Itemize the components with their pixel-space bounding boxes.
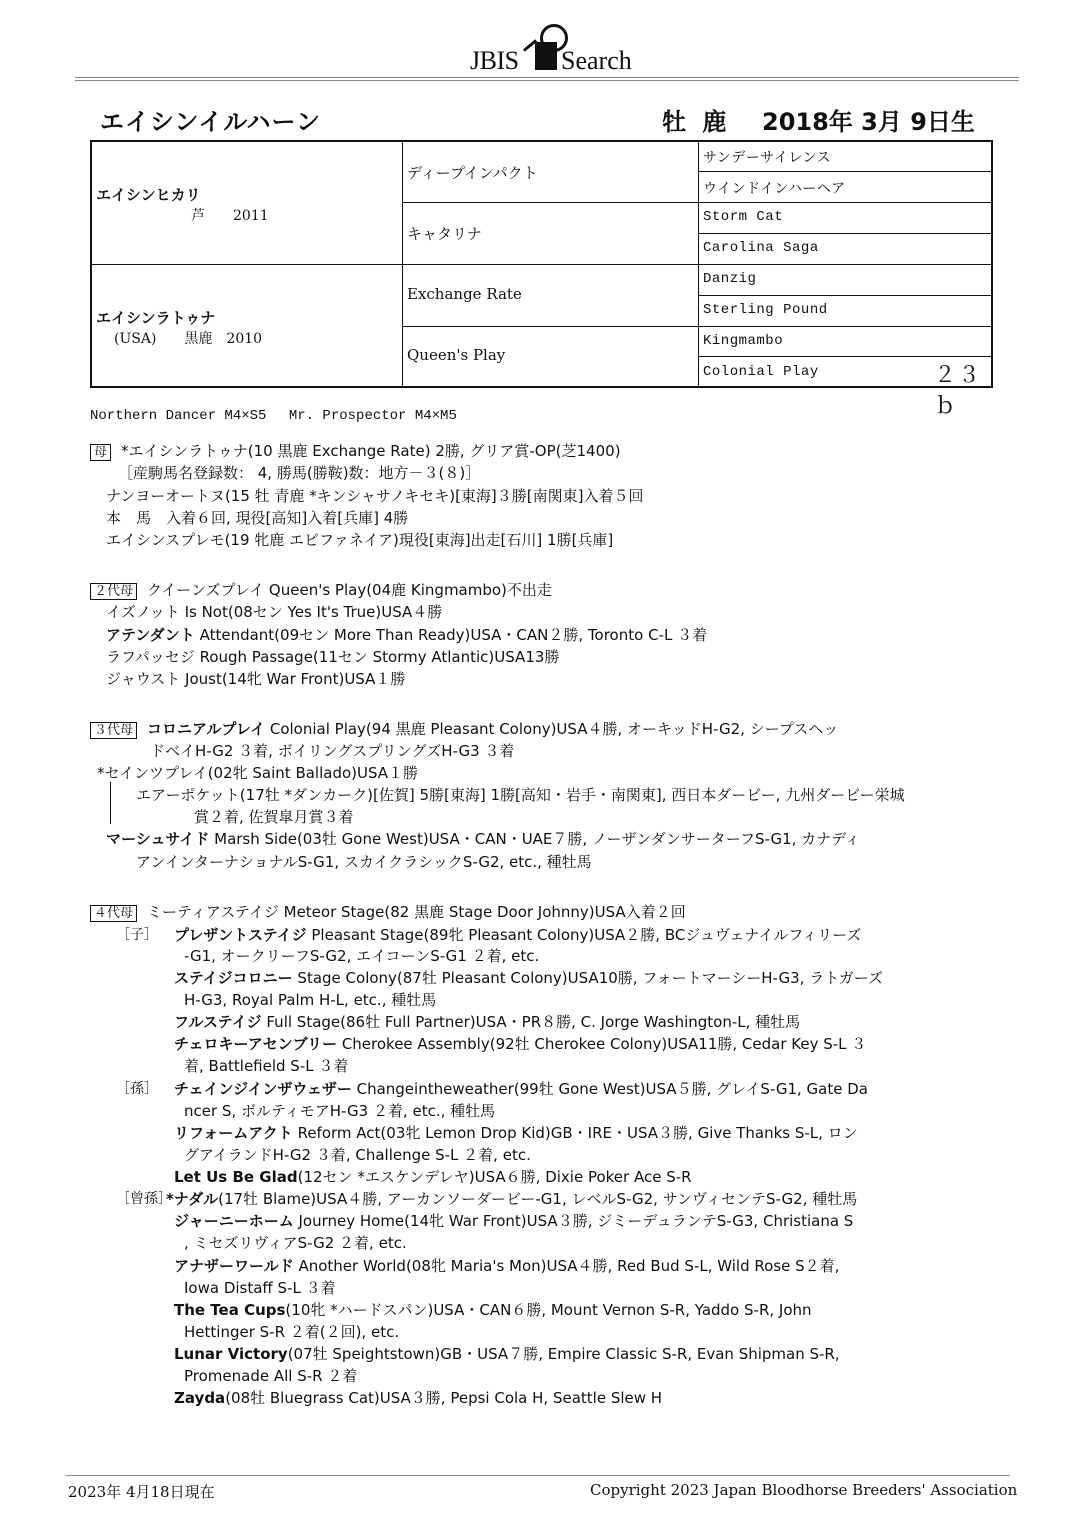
dam-entry: 母 *エイシンラトゥナ(10 黒鹿 Exchange Rate) 2勝, グリア賞-OP(芝1400) bbox=[90, 440, 621, 461]
fourth-dam-grandchild-cont: グアイランドH-G2 ３着, Challenge S-L ２着, etc. bbox=[184, 1146, 531, 1164]
third-dam-entry-cont: ドベイH-G2 ３着, ボイリングスプリングズH-G3 ３着 bbox=[150, 742, 515, 760]
second-dam-tag: ２代母 bbox=[90, 583, 137, 600]
children-label: ［子］ bbox=[116, 927, 158, 943]
g3-ancestor: サンデーサイレンス bbox=[703, 151, 832, 167]
second-dam-foal: ジャウスト Joust(14牝 War Front)USA１勝 bbox=[106, 670, 406, 688]
g3-ancestor: Storm Cat bbox=[703, 209, 784, 225]
sire-info: 芦 2011 bbox=[191, 208, 269, 224]
fourth-dam-grandchild: リフォームアクト Reform Act(03牝 Lemon Drop Kid)GB・IRE・USA３勝, Give Thanks S-L, ロン bbox=[174, 1124, 858, 1142]
as-of-date: 2023年 4月18日現在 bbox=[68, 1483, 215, 1501]
great-grandchildren-label: ［曾孫］ bbox=[116, 1191, 172, 1207]
fourth-dam-great-grandchild-cont: Iowa Distaff S-L ３着 bbox=[184, 1279, 336, 1297]
fourth-dam-great-grandchild-cont: , ミセズリヴィアS-G2 ２着, etc. bbox=[184, 1234, 407, 1252]
inbreeding-note: Northern Dancer M4×S5 Mr. Prospector M4×M5 bbox=[90, 408, 457, 424]
fourth-dam-child-cont: 着, Battlefield S-L ３着 bbox=[184, 1057, 349, 1075]
fourth-dam-great-grandchild: ジャーニーホーム Journey Home(14牝 War Front)USA３勝, ジミーデュランテS-G3, Christiana S bbox=[174, 1212, 854, 1230]
fourth-dam-great-grandchild-cont: Hettinger S-R ２着(２回), etc. bbox=[184, 1323, 400, 1341]
third-dam-foal: マーシュサイド Marsh Side(03牡 Gone West)USA・CAN・UAE７勝, ノーザンダンサーターフS-G1, カナディ bbox=[106, 830, 860, 848]
fourth-dam-child: ステイジコロニー Stage Colony(87牡 Pleasant Colony)USA10勝, フォートマーシーH-G3, ラトガーズ bbox=[174, 969, 884, 987]
fourth-dam-entry: ４代母 ミーティアステイジ Meteor Stage(82 黒鹿 Stage Door Johnny)USA入着２回 bbox=[90, 901, 686, 922]
fourth-dam-child-cont: -G1, オークリーフS-G2, エイコーンS-G1 ２着, etc. bbox=[184, 947, 540, 965]
grandchildren-label: ［孫］ bbox=[116, 1081, 158, 1097]
dam-foal: エイシンスプレモ(19 牝鹿 エピファネイア)現役[東海]出走[石川] 1勝[兵庫] bbox=[106, 531, 614, 549]
logo-book-icon bbox=[535, 42, 557, 70]
jbis-search-logo bbox=[470, 18, 640, 74]
fourth-dam-great-grandchild: Zayda(08牡 Bluegrass Cat)USA３勝, Pepsi Cola H, Seattle Slew H bbox=[174, 1389, 663, 1407]
sex-color: 牡 鹿 bbox=[662, 108, 731, 136]
fourth-dam-tag: ４代母 bbox=[90, 905, 137, 922]
dam-sire: Exchange Rate bbox=[407, 285, 522, 303]
second-dam-entry: ２代母 クイーンズプレイ Queen's Play(04鹿 Kingmambo)不出走 bbox=[90, 579, 552, 600]
sire-name: エイシンヒカリ bbox=[96, 186, 201, 204]
g3-ancestor: ウインドインハーヘア bbox=[703, 182, 846, 198]
dam-dam: Queen's Play bbox=[407, 346, 506, 364]
third-dam-tag: ３代母 bbox=[90, 722, 137, 739]
second-dam-foal: イズノット Is Not(08セン Yes It's True)USA４勝 bbox=[106, 603, 443, 621]
fourth-dam-child: チェロキーアセンブリー Cherokee Assembly(92牡 Cherokee Colony)USA11勝, Cedar Key S-L ３ bbox=[174, 1035, 867, 1053]
fourth-dam-grandchild: チェインジインザウェザー Changeintheweather(99牡 Gone West)USA５勝, グレイS-G1, Gate Da bbox=[174, 1080, 868, 1098]
fourth-dam-child-cont: H-G3, Royal Palm H-L, etc., 種牡馬 bbox=[184, 991, 437, 1009]
fourth-dam-great-grandchild: The Tea Cups(10牝 *ハードスパン)USA・CAN６勝, Mount Vernon S-R, Yaddo S-R, John bbox=[174, 1301, 812, 1319]
dam-name: エイシンラトゥナ bbox=[96, 309, 216, 327]
sire-dam: キャタリナ bbox=[407, 225, 482, 243]
third-dam-entry: ３代母 コロニアルプレイ Colonial Play(94 黒鹿 Pleasant Colony)USA４勝, オーキッドH-G2, シープスヘッ bbox=[90, 718, 838, 739]
copyright: Copyright 2023 Japan Bloodhorse Breeders' Association bbox=[590, 1481, 1018, 1499]
dam-info: (USA) 黒鹿 2010 bbox=[114, 331, 263, 347]
second-dam-foal: アテンダント Attendant(09セン More Than Ready)USA・CAN２勝, Toronto C-L ３着 bbox=[106, 626, 708, 644]
fourth-dam-great-grandchild: アナザーワールド Another World(08牝 Maria's Mon)USA４勝, Red Bud S-L, Wild Rose S２着, bbox=[174, 1257, 840, 1275]
descendant-bar bbox=[110, 782, 111, 824]
horse-name: エイシンイルハーン bbox=[100, 108, 322, 136]
header-rule bbox=[75, 77, 1019, 78]
dam-tag: 母 bbox=[90, 444, 111, 461]
dam-foal: ナンヨーオートヌ(15 牡 青鹿 *キンシャサノキセキ)[東海]３勝[南関東]入着５回 bbox=[106, 487, 644, 505]
g3-ancestor: Colonial Play bbox=[703, 364, 819, 380]
logo-text-search: Search bbox=[561, 46, 632, 75]
fourth-dam-grandchild-cont: ncer S, ボルティモアH-G3 ２着, etc., 種牡馬 bbox=[184, 1102, 496, 1120]
birth-date: 2018年 3月 9日生 bbox=[762, 108, 975, 136]
fourth-dam-child: フルステイジ Full Stage(86牡 Full Partner)USA・PR８勝, C. Jorge Washington-L, 種牡馬 bbox=[174, 1013, 801, 1031]
fourth-dam-child: プレザントステイジ Pleasant Stage(89牝 Pleasant Colony)USA２勝, BCジュヴェナイルフィリーズ bbox=[174, 926, 862, 944]
footer-rule bbox=[66, 1475, 1010, 1476]
third-dam-foal-cont: アンインターナショナルS-G1, スカイクラシックS-G2, etc., 種牡馬 bbox=[136, 853, 592, 871]
g3-ancestor: Danzig bbox=[703, 271, 757, 287]
family-number: ２３ｂ bbox=[934, 363, 983, 419]
fourth-dam-great-grandchild: Lunar Victory(07牡 Speightstown)GB・USA７勝, Empire Classic S-R, Evan Shipman S-R, bbox=[174, 1345, 840, 1363]
third-dam-foal: *セインツプレイ(02牝 Saint Ballado)USA１勝 bbox=[97, 764, 419, 782]
dam-foal: 本 馬 入着６回, 現役[高知]入着[兵庫] 4勝 bbox=[106, 509, 409, 527]
header-rule-2 bbox=[75, 80, 1019, 81]
fourth-dam-great-grandchild-cont: Promenade All S-R ２着 bbox=[184, 1367, 358, 1385]
logo-text-jbis: JBIS bbox=[470, 46, 519, 75]
g3-ancestor: Carolina Saga bbox=[703, 240, 819, 256]
g3-ancestor: Sterling Pound bbox=[703, 302, 828, 318]
dam-progeny-summary: ［産駒馬名登録数： 4, 勝馬(勝鞍)数：地方－３(８)］ bbox=[118, 464, 481, 482]
third-dam-grandfoal: エアーポケット(17牡 *ダンカーク)[佐賀] 5勝[東海] 1勝[高知・岩手・南関東], 西日本ダービー, 九州ダービー栄城 bbox=[136, 786, 905, 804]
third-dam-grandfoal-cont: 賞２着, 佐賀皐月賞３着 bbox=[194, 808, 354, 826]
second-dam-foal: ラフパッセジ Rough Passage(11セン Stormy Atlantic)USA13勝 bbox=[106, 648, 560, 666]
sire-sire: ディープインパクト bbox=[407, 164, 538, 182]
fourth-dam-grandchild: Let Us Be Glad(12セン *エスケンデレヤ)USA６勝, Dixie Poker Ace S-R bbox=[174, 1168, 692, 1186]
fourth-dam-great-grandchild: *ナダル(17牡 Blame)USA４勝, アーカンソーダービー-G1, レベルS-G2, サンヴィセンテS-G2, 種牡馬 bbox=[166, 1190, 858, 1208]
g3-ancestor: Kingmambo bbox=[703, 333, 784, 349]
